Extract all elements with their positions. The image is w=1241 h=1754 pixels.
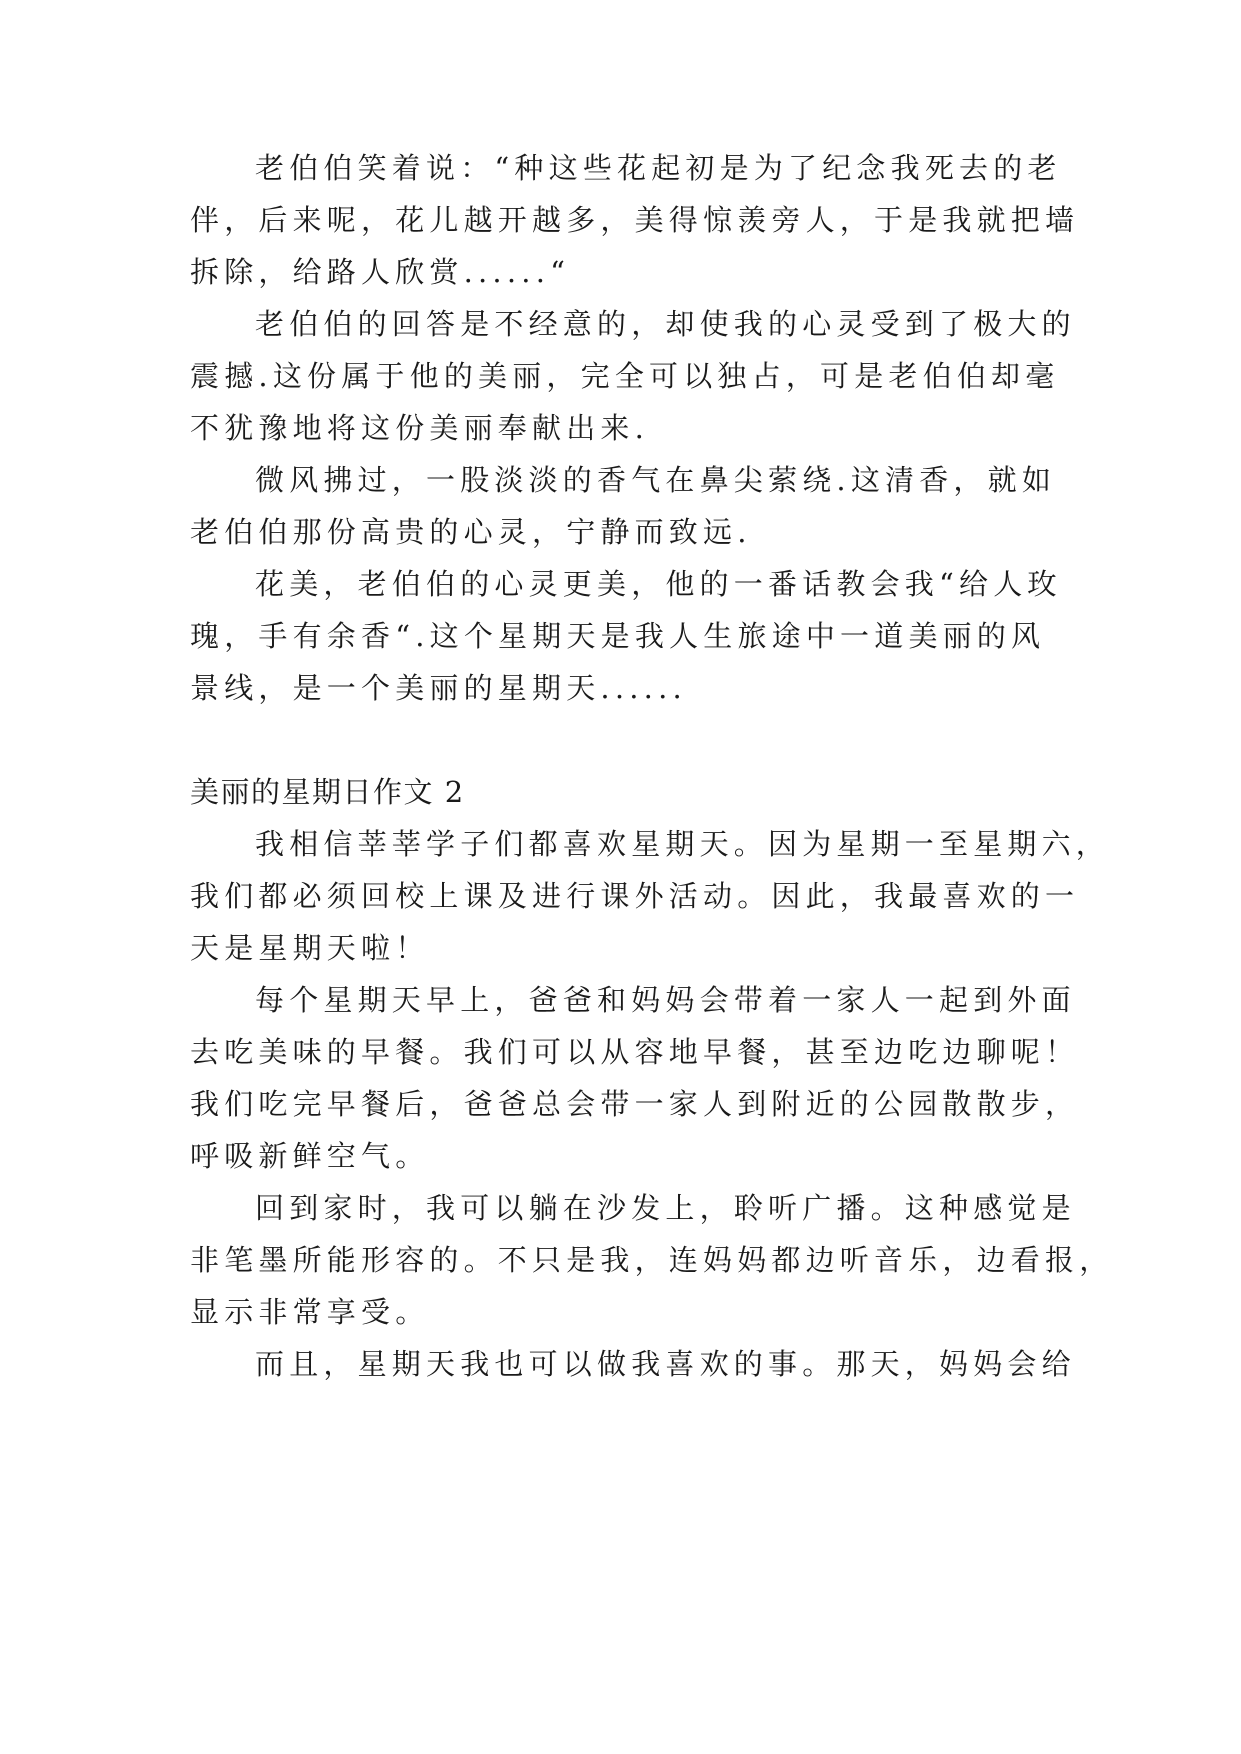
paragraph-line: 天是星期天啦！ (190, 931, 430, 965)
paragraph-line: 花美，老伯伯的心灵更美，他的一番话教会我“给人玫 (255, 567, 1062, 601)
paragraph-line: 景线，是一个美丽的星期天...... (190, 671, 687, 705)
paragraph-line: 瑰，手有余香“.这个星期天是我人生旅途中一道美丽的风 (190, 619, 1046, 653)
paragraph-line: 拆除，给路人欣赏......“ (190, 255, 571, 289)
paragraph-line: 老伯伯那份高贵的心灵，宁静而致远. (190, 515, 752, 549)
paragraph-line: 回到家时，我可以躺在沙发上，聆听广播。这种感觉是 (255, 1191, 1076, 1225)
paragraph-line: 伴，后来呢，花儿越开越多，美得惊羡旁人，于是我就把墙 (190, 203, 1080, 237)
paragraph-line: 每个星期天早上，爸爸和妈妈会带着一家人一起到外面 (255, 983, 1076, 1017)
paragraph-line: 震撼.这份属于他的美丽，完全可以独占，可是老伯伯却毫 (190, 359, 1060, 393)
paragraph-line: 显示非常享受。 (190, 1295, 430, 1329)
paragraph-line: 微风拂过，一股淡淡的香气在鼻尖萦绕.这清香，就如 (255, 463, 1057, 497)
paragraph-line: 不犹豫地将这份美丽奉献出来. (190, 411, 650, 445)
paragraph-line: 老伯伯的回答是不经意的，却使我的心灵受到了极大的 (255, 307, 1076, 341)
paragraph-line: 去吃美味的早餐。我们可以从容地早餐，甚至边吃边聊呢！ (190, 1035, 1080, 1069)
paragraph-line: 而且，星期天我也可以做我喜欢的事。那天，妈妈会给 (255, 1347, 1076, 1381)
paragraph-line: 我们吃完早餐后，爸爸总会带一家人到附近的公园散散步， (190, 1087, 1080, 1121)
paragraph-line: 老伯伯笑着说：“种这些花起初是为了纪念我死去的老 (255, 151, 1062, 185)
paragraph-line: 我们都必须回校上课及进行课外活动。因此，我最喜欢的一 (190, 879, 1080, 913)
paragraph-line: 我相信莘莘学子们都喜欢星期天。因为星期一至星期六， (255, 827, 1111, 861)
paragraph-line: 非笔墨所能形容的。不只是我，连妈妈都边听音乐，边看报， (190, 1243, 1114, 1277)
paragraph-line: 呼吸新鲜空气。 (190, 1139, 430, 1173)
section-heading: 美丽的星期日作文 2 (190, 775, 465, 809)
